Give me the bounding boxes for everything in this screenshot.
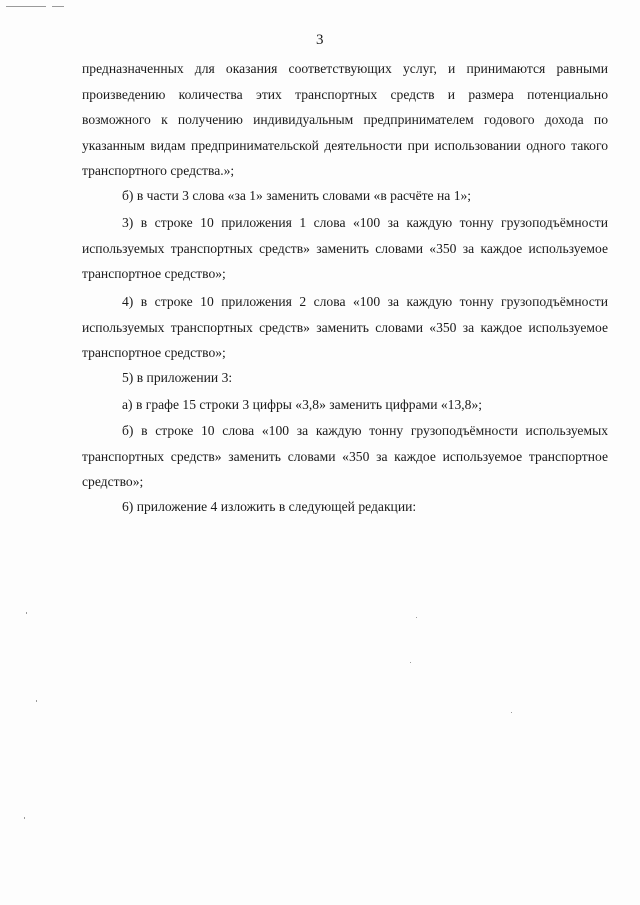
paragraph-text: б) в части 3 слова «за 1» заменить словами «в расчёте на 1»; (122, 188, 472, 203)
scan-artifact (24, 817, 25, 819)
scan-artifact (26, 612, 27, 614)
scan-artifact (416, 617, 417, 618)
paragraph-item-4 (82, 289, 608, 366)
scan-artifact (410, 662, 411, 663)
paragraph-text: б) в строке 10 слова «100 за каждую тонну грузоподъёмности используемых транспортных средств» заменить словами «350 за каждое используемое транспортное средство»; (82, 423, 608, 489)
paragraph-item-3 (82, 210, 608, 287)
scan-artifact (6, 6, 46, 7)
paragraph-text: предназначенных для оказания соответствующих услуг, и принимаются равными произведению количества этих транспортных средств и размера потенциально возможного к получению индивидуальным предпринимателем годового дохода по указанным видам предпринимательской деятельности при использовании одного такого транспортного средства.»; (82, 61, 608, 178)
paragraph-item-5b (82, 418, 608, 495)
paragraph-b-part3 (82, 183, 608, 209)
paragraph-text: 5) в приложении 3: (122, 370, 233, 385)
scan-artifact (36, 700, 37, 702)
paragraph-item-5 (82, 365, 608, 391)
paragraph-text: 6) приложение 4 изложить в следующей редакции: (122, 499, 417, 514)
paragraph-text: 4) в строке 10 приложения 2 слова «100 за каждую тонну грузоподъёмности используемых транспортных средств» заменить словами «350 за каждое используемое транспортное средство»; (82, 294, 608, 360)
paragraph-text: 3) в строке 10 приложения 1 слова «100 за каждую тонну грузоподъёмности используемых транспортных средств» заменить словами «350 за каждое используемое транспортное средство»; (82, 215, 608, 281)
scan-artifact (52, 6, 64, 7)
scan-artifact (511, 712, 512, 713)
paragraph-text: а) в графе 15 строки 3 цифры «3,8» заменить цифрами «13,8»; (122, 397, 483, 412)
paragraph-item-6 (82, 494, 608, 520)
page-number: 3 (316, 32, 324, 48)
paragraph-item-5a (82, 392, 608, 418)
paragraph-continuation (82, 56, 608, 184)
